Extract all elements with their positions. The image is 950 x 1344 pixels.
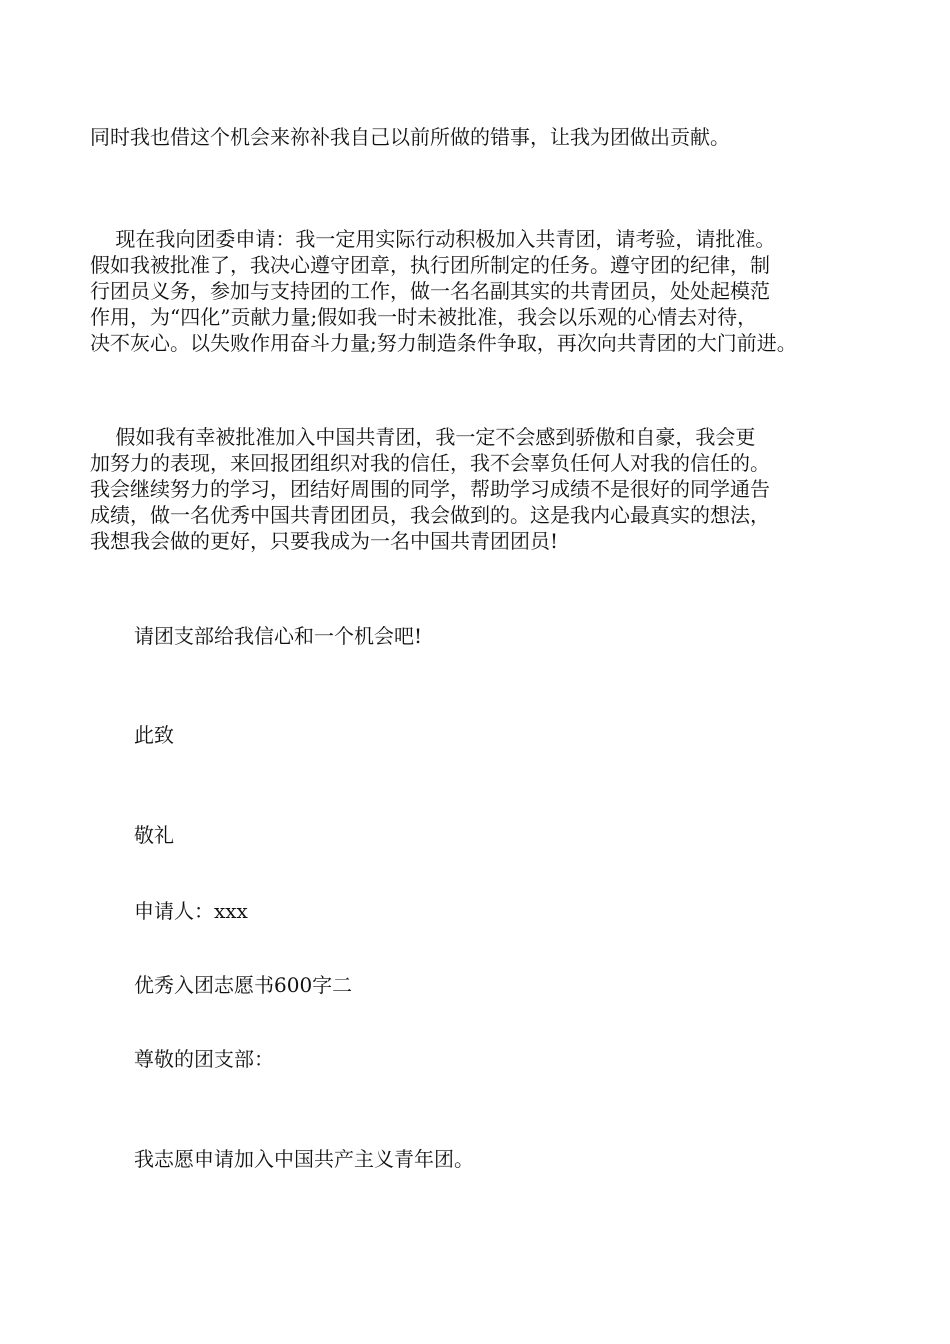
paragraph-line: 作用，为“四化”贡献力量;假如我一时未被批准，我会以乐观的心情去对待，	[90, 305, 758, 329]
paragraph-line: 加努力的表现，来回报团组织对我的信任，我不会辜负任何人对我的信任的。	[90, 451, 770, 475]
paragraph-commitment	[90, 424, 870, 554]
paragraph-application	[90, 226, 870, 356]
text-line-last: 我志愿申请加入中国共产主义青年团。	[134, 1147, 474, 1171]
paragraph-line: 我会继续努力的学习，团结好周围的同学，帮助学习成绩不是很好的同学通告	[90, 477, 770, 501]
paragraph-line: 假如我被批准了，我决心遵守团章，执行团所制定的任务。遵守团的纪律，制	[90, 253, 770, 277]
applicant-line: 申请人：xxx	[134, 899, 248, 923]
request-line: 请团支部给我信心和一个机会吧!	[134, 624, 423, 648]
section-title: 优秀入团志愿书600字二	[134, 973, 353, 997]
paragraph-line: 假如我有幸被批准加入中国共青团，我一定不会感到骄傲和自豪，我会更	[90, 425, 756, 449]
salutation: 尊敬的团支部：	[134, 1047, 274, 1071]
closing-cizhi: 此致	[134, 723, 174, 747]
paragraph-line: 行团员义务，参加与支持团的工作，做一名名副其实的共青团员，处处起模范	[90, 279, 770, 303]
paragraph-line: 成绩，做一名优秀中国共青团团员，我会做到的。这是我内心最真实的想法，	[90, 503, 770, 527]
closing-jingli: 敬礼	[134, 823, 174, 847]
paragraph-line: 我想我会做的更好，只要我成为一名中国共青团团员!	[90, 529, 559, 553]
paragraph-line: 现在我向团委申请：我一定用实际行动积极加入共青团，请考验，请批准。	[90, 227, 776, 251]
paragraph-line: 决不灰心。以失败作用奋斗力量;努力制造条件争取，再次向共青团的大门前进。	[90, 331, 797, 355]
text-line-top: 同时我也借这个机会来祢补我自己以前所做的错事，让我为团做出贡献。	[90, 125, 730, 149]
